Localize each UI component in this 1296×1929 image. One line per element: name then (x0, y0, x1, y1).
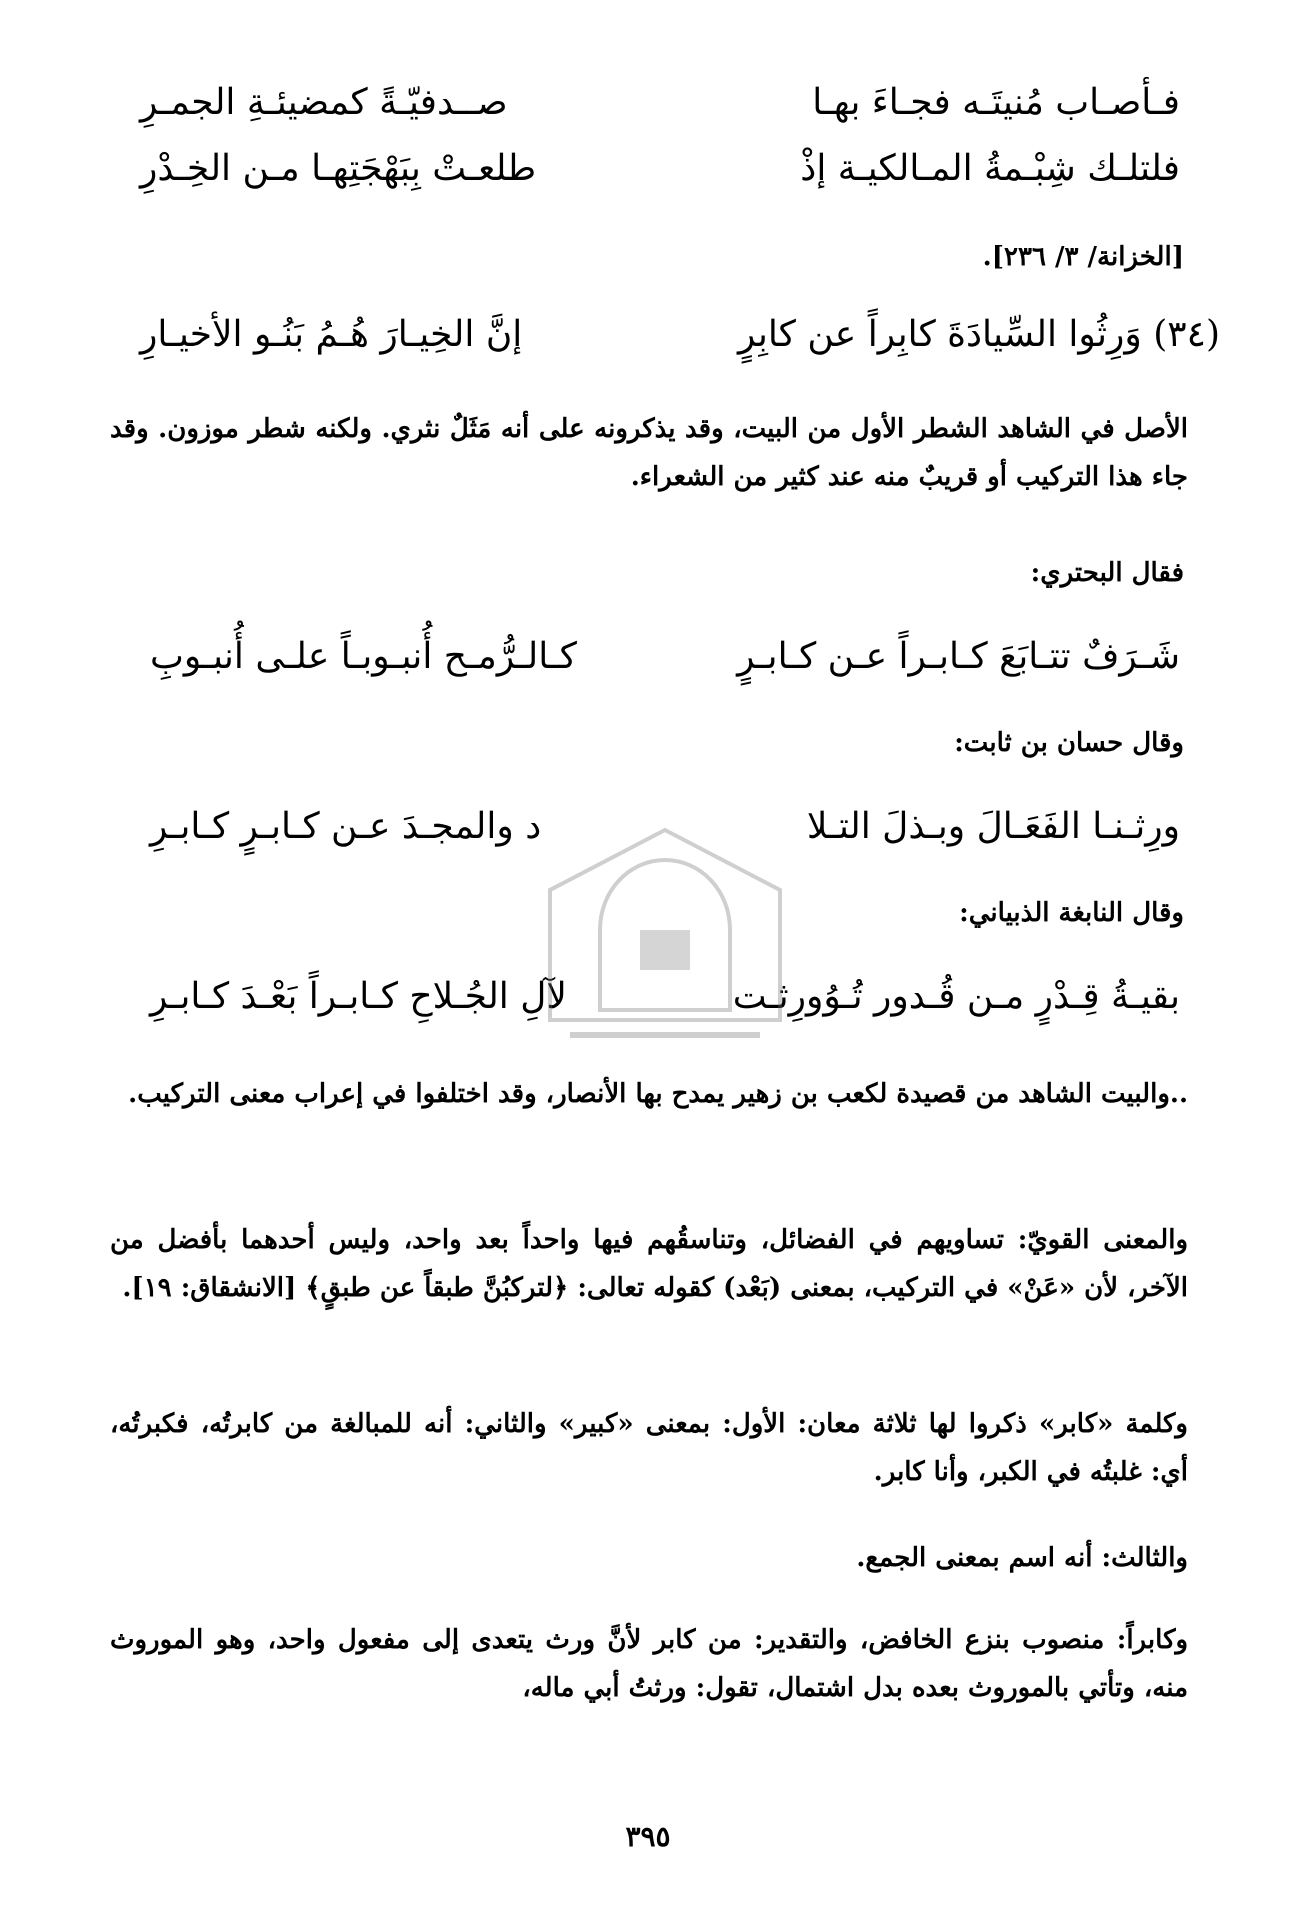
library-watermark-stamp (540, 820, 790, 1050)
paragraph: وكلمة «كابر» ذكروا لها ثلاثة معان: الأول: بمعنى «كبير» والثاني: أنه للمبالغة من كابرتُه، فكبرتُه، أي: غلبتُه في الكبر، وأنا كابر. (110, 1409, 1188, 1487)
paragraph: الأصل في الشاهد الشطر الأول من البيت، وقد يذكرونه على أنه مَثَلٌ نثري. ولكنه شطر موزون. وقد جاء هذا التركيب أو قريبٌ منه عند كثير من الشعراء. (110, 414, 1188, 492)
paragraph: والثالث: أنه اسم بمعنى الجمع. (856, 1543, 1188, 1573)
verse-hemistich-1: بقيـةُ قِـدْرٍ مـن قُـدور تُـوُورِثـت (732, 976, 1180, 1017)
verse-34 (140, 314, 1220, 355)
poet-intro: وقال النابغة الذبياني: (959, 898, 1184, 928)
verse-line (140, 148, 1180, 189)
verse-hemistich-2: طلعـتْ بِبَهْجَتِهـا مـن الخِـدْرِ (140, 148, 537, 189)
verse-hemistich-2: إنَّ الخِيـارَ هُـمُ بَنُـو الأخيـارِ (140, 314, 523, 355)
poet-intro: فقال البحتري: (1030, 558, 1184, 588)
paragraph: وكابراً: منصوب بنزع الخافض، والتقدير: من كابر لأنَّ ورث يتعدى إلى مفعول واحد، وهو الموروث منه، وتأتي بالموروث بعده بدل اشتمال، تقول: ورثتُ أبي ماله، (110, 1625, 1188, 1703)
verse-line (150, 636, 1180, 677)
paragraph: ..والبيت الشاهد من قصيدة لكعب بن زهير يمدح بها الأنصار، وقد اختلفوا في إعراب معنى التركيب. (128, 1079, 1188, 1109)
verse-hemistich-1: فلتلـك شِبْـمةُ المـالكيـة إذْ (800, 148, 1180, 189)
verse-hemistich-2: لآلِ الجُـلاحِ كـابـراً بَعْـدَ كـابـرِ (150, 976, 567, 1017)
verse-hemistich-2: د والمجـدَ عـن كـابـرٍ كـابـرِ (150, 806, 542, 847)
poet-intro: وقال حسان بن ثابت: (954, 728, 1184, 758)
verse-line (140, 82, 1180, 123)
verse-hemistich-1: (٣٤) وَرِثُوا السِّيادَةَ كابِراً عن كابِرٍ (737, 314, 1220, 355)
verse-hemistich-1: فـأصـاب مُنيتَـه فجـاءَ بهـا (812, 82, 1180, 123)
verse-hemistich-1: ورِثـنـا الفَعَـالَ وبـذلَ التـلا (806, 806, 1180, 847)
verse-hemistich-2: كـالـرُّمـح أُنبـوبـاً علـى أُنبـوبِ (150, 636, 577, 677)
paragraph: والمعنى القويّ: تساويهم في الفضائل، وتناسقُهم فيها واحداً بعد واحد، وليس أحدهما بأفضل من الآخر، لأن «عَنْ» في التركيب، بمعنى (بَعْد) كقوله تعالى: ﴿لتركبُنَّ طبقاً عن طبقٍ﴾ [الانشقاق: ١٩]. (110, 1225, 1188, 1303)
verse-hemistich-1: شَـرَفٌ تتـابَعَ كـابـراً عـن كـابـرٍ (737, 636, 1180, 677)
page-number: ٣٩٥ (625, 1820, 671, 1853)
reference-citation: [الخزانة/ ٣/ ٢٣٦]. (982, 242, 1184, 272)
verse-hemistich-2: صــدفيّـةً كمضيئـةِ الجمـرِ (140, 82, 508, 123)
